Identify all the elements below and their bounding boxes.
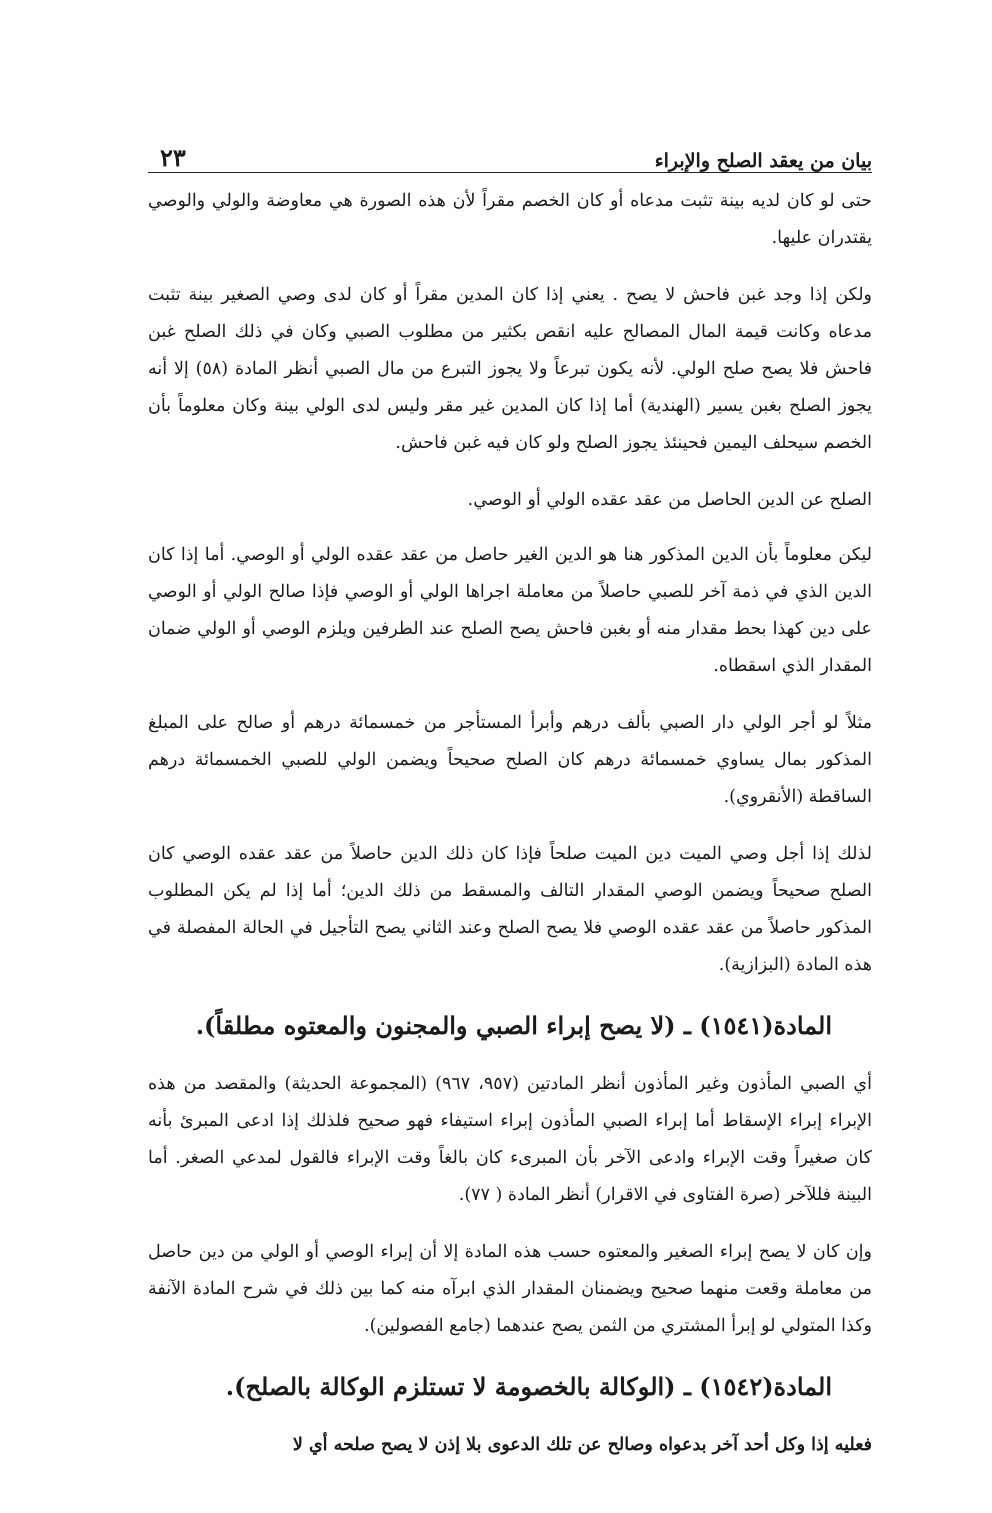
paragraph-1: حتى لو كان لديه بينة تثبت مدعاه أو كان الخصم مقراً لأن هذه الصورة هي معاوضة والولي والوصي يقتدران عليها. xyxy=(148,191,872,248)
paragraph-2: ولكن إذا وجد غبن فاحش لا يصح . يعني إذا كان المدين مقراً أو كان لدى وصي الصغير بينة تثبت مدعاه وكانت قيمة المال المصالح عليه انقص بكثير من مطلوب الصبي وكان في ذلك الصلح غبن فاحش فلا يصح صلح الولي. لأنه يكون تبرعاً ولا يجوز التبرع من مال الصبي أنظر المادة (٥٨) إلا أنه يجوز الصلح بغبن يسير (الهندية) أما إذا كان المدين غير مقر وليس لدى الولي بينة وكان معلوماً بأن الخصم سيحلف اليمين فحينئذ يجوز الصلح ولو كان فيه غبن فاحش. xyxy=(148,285,873,453)
paragraph-4: ليكن معلوماً بأن الدين المذكور هنا هو الدين الغير حاصل من عقد عقده الولي أو الوصي. أما إذا كان الدين الذي في ذمة آخر للصبي حاصلاً من معاملة اجراها الولي أو الوصي فإذا صالح الولي أو الوصي على دين كهذا بحط مقدار منه أو بغبن فاحش يصح الصلح عند الطرفين ويلزم الوصي أو الولي ضمان المقدار الذي اسقطاه. xyxy=(148,545,872,676)
paragraph-3: الصلح عن الدين الحاصل من عقد عقده الولي أو الوصي. xyxy=(467,490,872,510)
page-header xyxy=(148,130,872,173)
page-body xyxy=(148,173,872,1464)
article-heading-1541: المادة(١٥٤١) ـ (لا يصح إبراء الصبي والمجنون والمعتوه مطلقاً). xyxy=(195,1011,832,1040)
paragraph-6: لذلك إذا أجل وصي الميت دين الميت صلحاً فإذا كان ذلك الدين حاصلاً من عقد عقده الوصي كان الصلح صحيحاً ويضمن الوصي المقدار التالف والمسقط من ذلك الدين؛ أما إذا لم يكن المطلوب المذكور حاصلاً من عقد عقده الوصي فلا يصح الصلح وعند الثاني يصح التأجيل في الحالة المفصلة في هذه المادة (البزازية). xyxy=(148,844,872,975)
paragraph-5: مثلاً لو أجر الولي دار الصبي بألف درهم وأبرأ المستأجر من خمسمائة درهم أو صالح على المبلغ المذكور بمال يساوي خمسمائة درهم كان الصلح صحيحاً ويضمن الولي للصبي الخمسمائة درهم الساقطة (الأنقروي). xyxy=(148,713,872,807)
paragraph-7: أي الصبي المأذون وغير المأذون أنظر المادتين (٩٥٧، ٩٦٧) (المجموعة الحديثة) والمقصد من هذه الإبراء إبراء الإسقاط أما إبراء الصبي المأذون إبراء استيفاء فهو صحيح فلذلك إذا ادعى المبرئ بأنه كان صغيراً وقت الإبراء وادعى الآخر بأن المبرىء كان بالغاً وقت الإبراء فالقول لمدعي الصغر. أما البينة فللآخر (صرة الفتاوى في الاقرار) أنظر المادة ( ٧٧). xyxy=(148,1074,872,1205)
book-page xyxy=(148,130,872,1484)
page-number: ٢٣ xyxy=(160,143,186,172)
paragraph-8: وإن كان لا يصح إبراء الصغير والمعتوه حسب هذه المادة إلا أن إبراء الوصي أو الولي من دين حاصل من معاملة وقعت منهما صحيح ويضمنان المقدار الذي ابرآه منه كما بين ذلك في شرح المادة الآنفة وكذا المتولي لو إبرأ المشتري من الثمن يصح عندهما (جامع الفصولين). xyxy=(148,1242,872,1336)
article-heading-1542: المادة(١٥٤٢) ـ (الوكالة بالخصومة لا تستلزم الوكالة بالصلح). xyxy=(225,1372,832,1401)
running-title: بيان من يعقد الصلح والإبراء xyxy=(654,150,872,172)
paragraph-9: فعليه إذا وكل أحد آخر بدعواه وصالح عن تلك الدعوى بلا إذن لا يصح صلحه أي لا xyxy=(292,1435,872,1455)
